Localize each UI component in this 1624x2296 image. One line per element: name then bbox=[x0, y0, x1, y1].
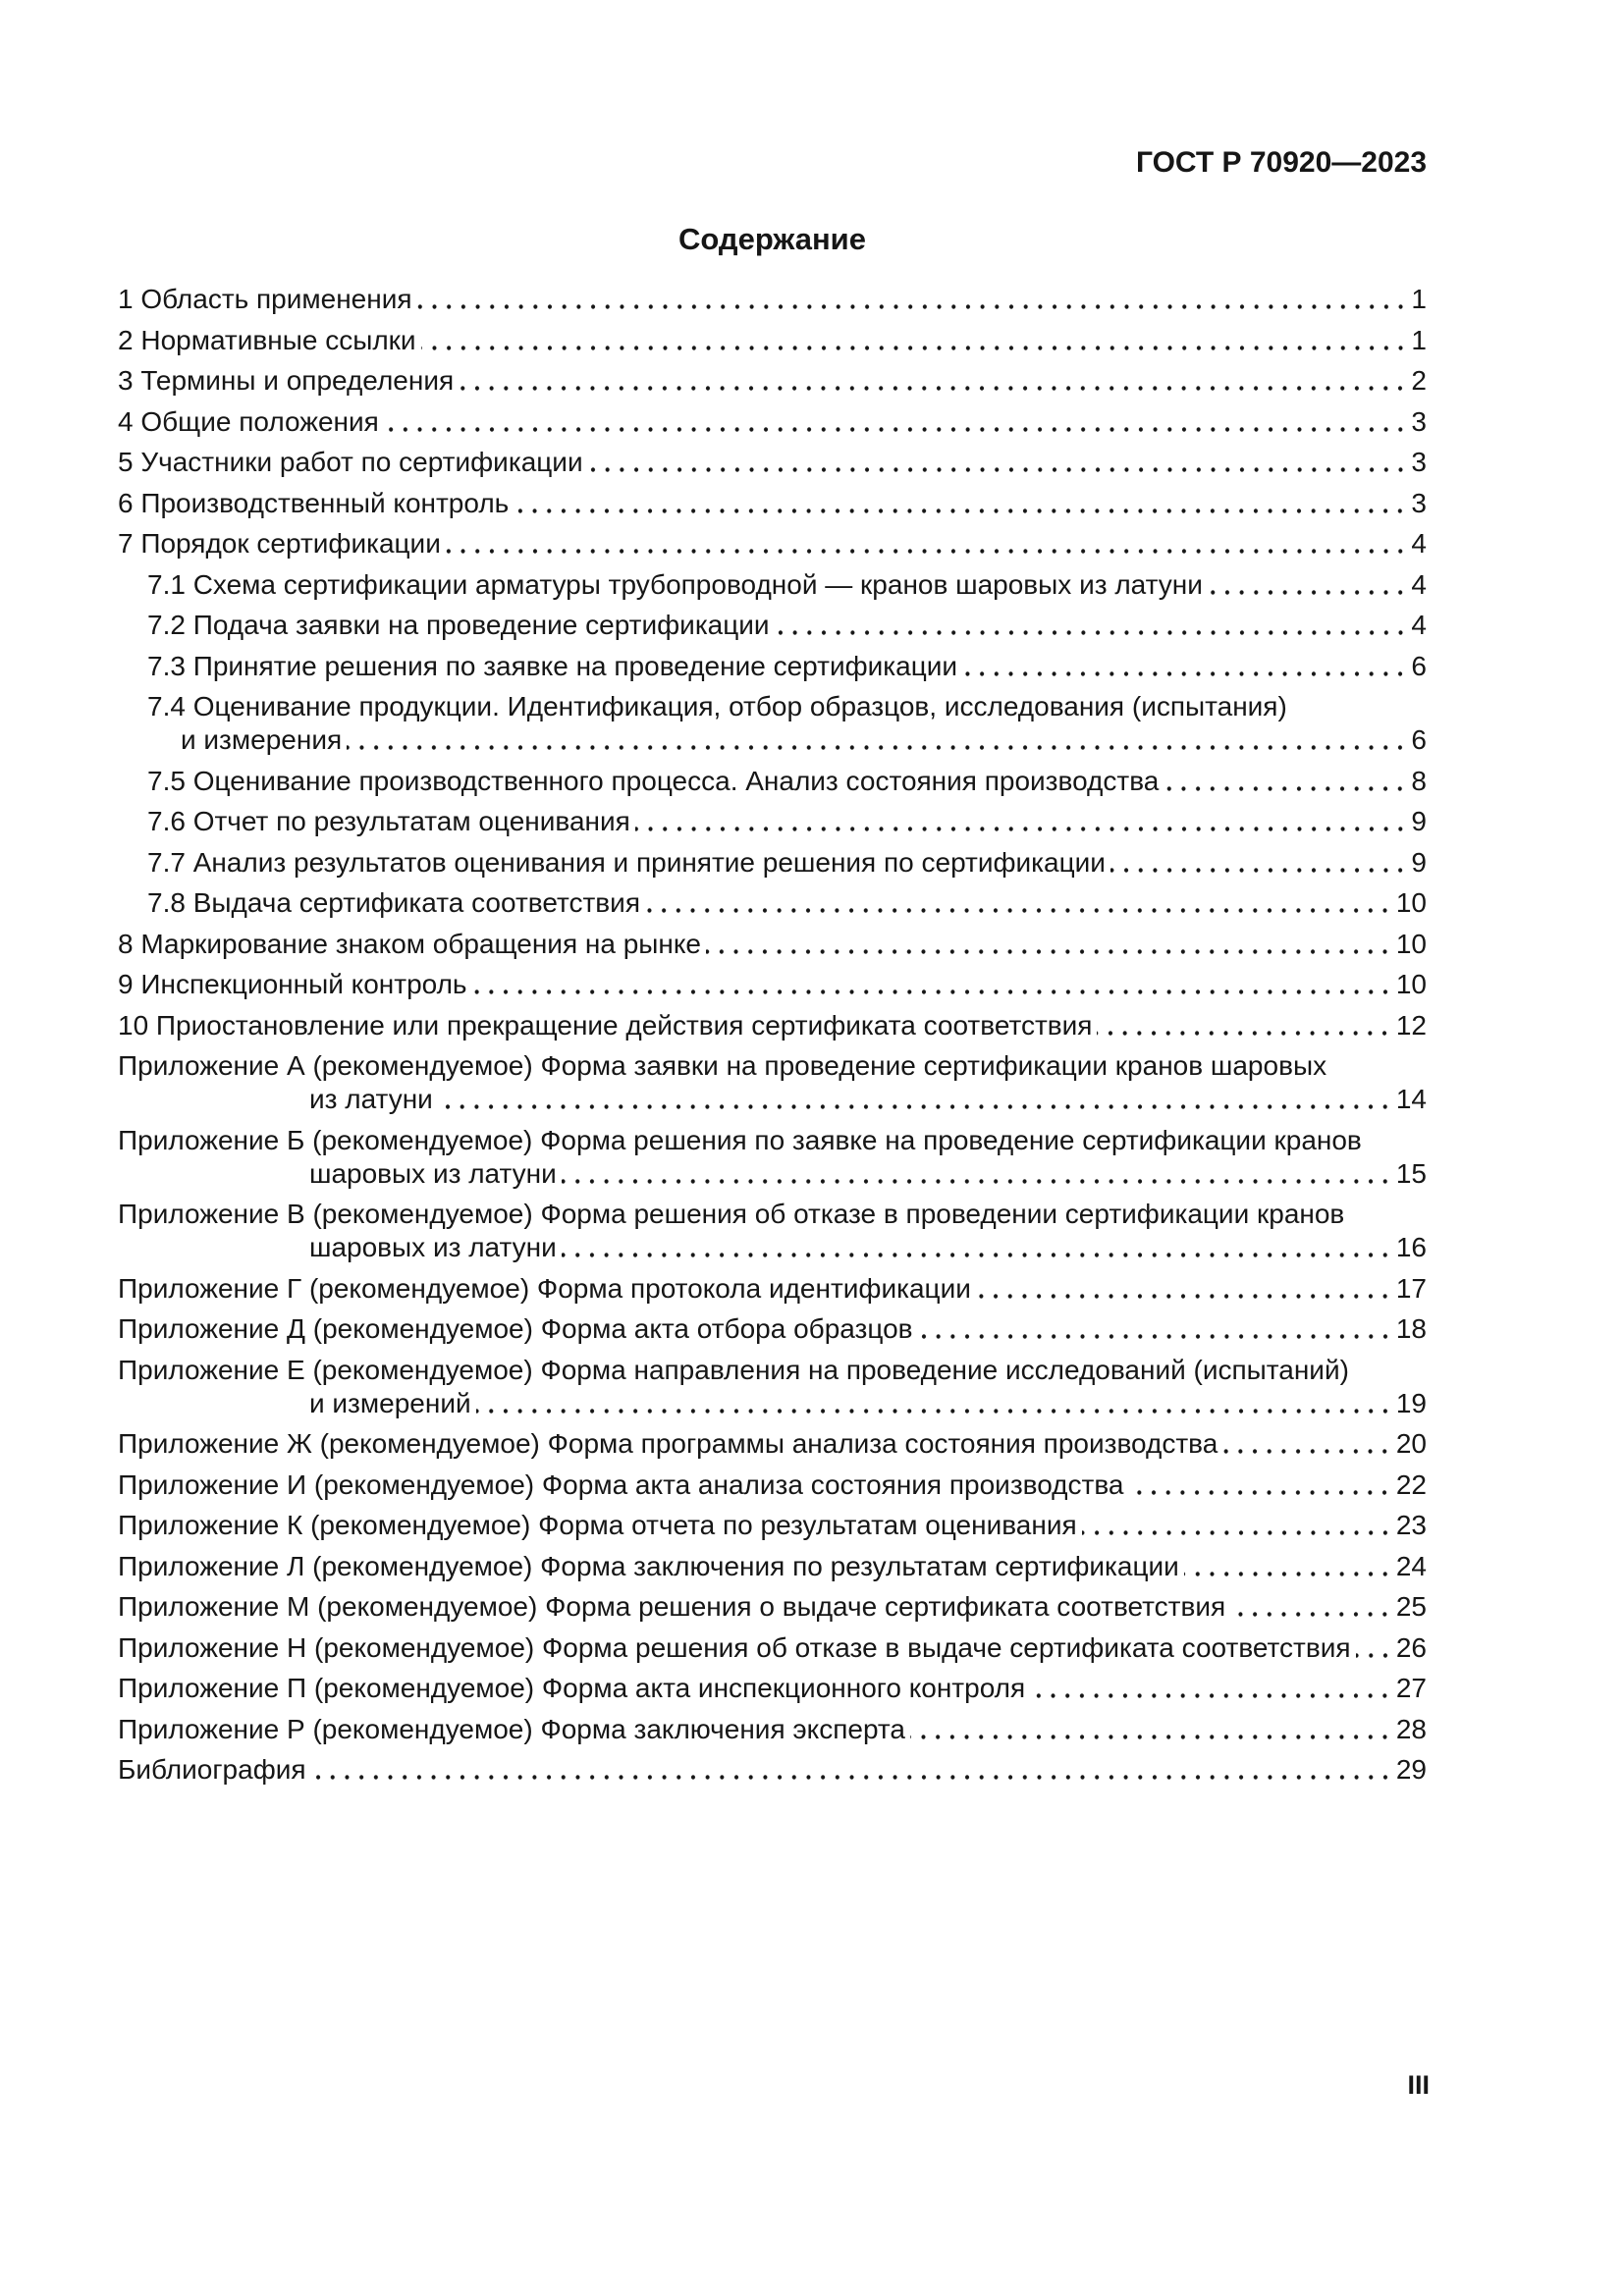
toc-entry-text: 2 Нормативные ссылки bbox=[118, 324, 416, 355]
toc-entry-text: 7.8 Выдача сертификата соответствия bbox=[147, 887, 640, 918]
toc-entry-line bbox=[118, 1753, 1427, 1787]
dot-leader bbox=[706, 928, 1395, 961]
toc-entry-line bbox=[118, 609, 1427, 642]
toc-entry-line bbox=[118, 568, 1427, 602]
toc-entry-text: 7.6 Отчет по результатам оценивания bbox=[147, 806, 630, 836]
toc-entry-line bbox=[118, 968, 1427, 1001]
toc-entry-line bbox=[118, 283, 1427, 316]
toc-entry bbox=[118, 846, 1427, 880]
toc-entry bbox=[118, 690, 1427, 757]
toc-entry bbox=[118, 1198, 1427, 1264]
toc-page-number: 29 bbox=[1395, 1754, 1427, 1785]
toc-entry-text: Приложение Б (рекомендуемое) Форма решения по заявке на проведение сертификации кранов bbox=[118, 1124, 1362, 1155]
dot-leader bbox=[976, 1272, 1395, 1306]
toc-list bbox=[118, 283, 1427, 1787]
toc-entry-line bbox=[118, 886, 1427, 920]
toc-entry-text: Приложение И (рекомендуемое) Форма акта анализа состояния производства bbox=[118, 1468, 1124, 1500]
toc-entry-line bbox=[118, 1590, 1427, 1624]
dot-leader bbox=[1128, 1468, 1394, 1502]
toc-entry-text: 10 Приостановление или прекращение действия сертификата соответствия bbox=[118, 1009, 1093, 1041]
toc-page-number: 12 bbox=[1395, 1009, 1427, 1041]
toc-entry-text: Библиография bbox=[118, 1754, 306, 1785]
dot-leader bbox=[421, 324, 1411, 357]
toc-page-number: 6 bbox=[1411, 650, 1427, 681]
dot-leader bbox=[1184, 1550, 1395, 1583]
toc-entry-line bbox=[118, 1198, 1427, 1231]
dot-leader bbox=[635, 805, 1411, 838]
toc-entry bbox=[118, 928, 1427, 961]
dot-leader bbox=[1082, 1509, 1395, 1542]
toc-entry bbox=[118, 568, 1427, 602]
toc-entry bbox=[118, 609, 1427, 642]
toc-entry-text: Приложение В (рекомендуемое) Форма решения об отказе в проведении сертификации кранов bbox=[118, 1199, 1345, 1229]
toc-entry-text: Приложение Р (рекомендуемое) Форма заключения эксперта bbox=[118, 1713, 906, 1744]
toc-entry-line bbox=[118, 928, 1427, 961]
dot-leader bbox=[446, 527, 1411, 561]
toc-entry-text: Приложение А (рекомендуемое) Форма заявки на проведение сертификации кранов шаровых bbox=[118, 1050, 1327, 1081]
toc-page-number: 25 bbox=[1395, 1591, 1427, 1622]
toc-entry-continuation-line bbox=[118, 1083, 1427, 1116]
toc-page-number: 2 bbox=[1411, 365, 1427, 396]
toc-entry bbox=[118, 968, 1427, 1001]
toc-entry-line bbox=[118, 446, 1427, 479]
document-designation: ГОСТ Р 70920—2023 bbox=[1135, 146, 1427, 179]
toc-entry-text: Приложение Н (рекомендуемое) Форма решения об отказе в выдаче сертификата соответствия bbox=[118, 1631, 1351, 1663]
toc-entry-text: Приложение М (рекомендуемое) Форма решения о выдаче сертификата соответствия bbox=[118, 1591, 1226, 1622]
toc-entry-line bbox=[118, 650, 1427, 683]
toc-entry bbox=[118, 283, 1427, 316]
toc-page-number: 10 bbox=[1395, 928, 1427, 959]
toc-entry-line bbox=[118, 1312, 1427, 1346]
toc-entry-text: и измерений bbox=[309, 1387, 471, 1418]
toc-entry bbox=[118, 886, 1427, 920]
toc-page-number: 26 bbox=[1395, 1631, 1427, 1663]
toc-entry bbox=[118, 805, 1427, 838]
dot-leader bbox=[588, 446, 1411, 479]
toc-entry-line bbox=[118, 805, 1427, 838]
toc-entry-line bbox=[118, 364, 1427, 398]
toc-entry-text: Приложение К (рекомендуемое) Форма отчета по результатам оценивания bbox=[118, 1510, 1077, 1540]
toc-entry-line bbox=[118, 1124, 1427, 1157]
dot-leader bbox=[1208, 568, 1411, 602]
toc-entry-line bbox=[118, 527, 1427, 561]
toc-page-number: 6 bbox=[1411, 724, 1427, 755]
toc-entry-continuation-line bbox=[118, 1387, 1427, 1420]
toc-page-number: 3 bbox=[1411, 405, 1427, 437]
toc-entry-line bbox=[118, 1631, 1427, 1665]
toc-entry-text: 7.3 Принятие решения по заявке на проведение сертификации bbox=[147, 650, 958, 681]
toc-page-number: 9 bbox=[1411, 806, 1427, 836]
toc-entry bbox=[118, 1009, 1427, 1042]
dot-leader bbox=[417, 283, 1411, 316]
toc-entry-line bbox=[118, 1009, 1427, 1042]
toc-entry-text: 1 Область применения bbox=[118, 284, 412, 314]
dot-leader bbox=[438, 1083, 1395, 1116]
dot-leader bbox=[775, 609, 1411, 642]
toc-entry-text: 6 Производственный контроль bbox=[118, 487, 510, 518]
toc-entry-line bbox=[118, 1672, 1427, 1705]
toc-page-number: 19 bbox=[1395, 1387, 1427, 1418]
toc-entry-text: Приложение П (рекомендуемое) Форма акта инспекционного контроля bbox=[118, 1673, 1026, 1703]
toc-entry-text: Приложение Д (рекомендуемое) Форма акта отбора образцов bbox=[118, 1313, 913, 1344]
dot-leader bbox=[910, 1713, 1395, 1746]
dot-leader bbox=[1097, 1009, 1394, 1042]
toc-entry bbox=[118, 1509, 1427, 1542]
dot-leader bbox=[311, 1753, 1395, 1787]
toc-entry-text: 4 Общие положения bbox=[118, 405, 379, 437]
toc-entry bbox=[118, 1124, 1427, 1191]
toc-entry-text: 7.7 Анализ результатов оценивания и принятие решения по сертификации bbox=[147, 846, 1106, 878]
toc-entry-line bbox=[118, 405, 1427, 439]
toc-page-number: 27 bbox=[1395, 1673, 1427, 1703]
toc-page-number: 22 bbox=[1395, 1468, 1427, 1500]
toc-page-number: 10 bbox=[1395, 969, 1427, 999]
toc-page-number: 1 bbox=[1411, 324, 1427, 355]
toc-entry-line bbox=[118, 487, 1427, 520]
toc-entry bbox=[118, 364, 1427, 398]
toc-entry bbox=[118, 487, 1427, 520]
toc-entry bbox=[118, 1753, 1427, 1787]
toc-entry bbox=[118, 1672, 1427, 1705]
footer-page-number: III bbox=[1407, 2070, 1430, 2100]
dot-leader bbox=[347, 723, 1410, 757]
toc-page-number: 18 bbox=[1395, 1313, 1427, 1344]
toc-entry-line bbox=[118, 1550, 1427, 1583]
toc-entry bbox=[118, 1550, 1427, 1583]
toc-entry-line bbox=[118, 1713, 1427, 1746]
toc-entry-continuation-line bbox=[118, 723, 1427, 757]
toc-page-number: 28 bbox=[1395, 1713, 1427, 1744]
toc-entry-line bbox=[118, 1354, 1427, 1387]
toc-entry bbox=[118, 1631, 1427, 1665]
toc-entry bbox=[118, 1272, 1427, 1306]
dot-leader bbox=[1222, 1427, 1395, 1461]
toc-page-number: 9 bbox=[1411, 846, 1427, 878]
toc-entry-text: 7.5 Оценивание производственного процесса. Анализ состояния производства bbox=[147, 765, 1160, 796]
toc-entry-line bbox=[118, 1272, 1427, 1306]
toc-entry-text: Приложение Е (рекомендуемое) Форма направления на проведение исследований (испытаний) bbox=[118, 1354, 1349, 1385]
toc-entry-line bbox=[118, 1049, 1427, 1083]
dot-leader bbox=[918, 1312, 1395, 1346]
toc-page-number: 4 bbox=[1411, 528, 1427, 559]
dot-leader bbox=[645, 886, 1395, 920]
toc-page-number: 4 bbox=[1411, 568, 1427, 600]
toc-entry bbox=[118, 405, 1427, 439]
toc-page-number: 23 bbox=[1395, 1510, 1427, 1540]
toc-page-number: 16 bbox=[1395, 1232, 1427, 1262]
toc-page-number: 14 bbox=[1395, 1084, 1427, 1114]
toc-entry-text: из латуни bbox=[309, 1084, 433, 1114]
toc-entry bbox=[118, 1713, 1427, 1746]
toc-entry-text: 7.4 Оценивание продукции. Идентификация, отбор образцов, исследования (испытания) bbox=[147, 691, 1287, 721]
toc-entry-text: Приложение Л (рекомендуемое) Форма заключения по результатам сертификации bbox=[118, 1550, 1179, 1581]
toc-entry bbox=[118, 650, 1427, 683]
toc-page-number: 20 bbox=[1395, 1428, 1427, 1459]
toc-entry-text: 7.2 Подача заявки на проведение сертификации bbox=[147, 610, 770, 640]
toc-entry-line bbox=[118, 690, 1427, 723]
toc-entry bbox=[118, 1468, 1427, 1502]
toc-entry-text: 7.1 Схема сертификации арматуры трубопроводной — кранов шаровых из латуни bbox=[147, 568, 1203, 600]
dot-leader bbox=[1164, 765, 1410, 798]
toc-page-number: 10 bbox=[1395, 887, 1427, 918]
toc-page-number: 15 bbox=[1395, 1157, 1427, 1189]
dot-leader bbox=[476, 1387, 1395, 1420]
dot-leader bbox=[1030, 1672, 1395, 1705]
toc-entry-text: и измерения bbox=[181, 724, 343, 755]
dot-leader bbox=[962, 650, 1410, 683]
toc-page-number: 1 bbox=[1411, 284, 1427, 314]
toc-page-number: 24 bbox=[1395, 1550, 1427, 1581]
dot-leader bbox=[472, 968, 1395, 1001]
toc-entry bbox=[118, 324, 1427, 357]
toc-entry-continuation-line bbox=[118, 1157, 1427, 1191]
toc-entry-text: шаровых из латуни bbox=[309, 1157, 557, 1189]
dot-leader bbox=[384, 405, 1411, 439]
toc-entry bbox=[118, 1427, 1427, 1461]
toc-page-number: 8 bbox=[1411, 765, 1427, 796]
toc-entry-text: Приложение Ж (рекомендуемое) Форма программы анализа состояния производства bbox=[118, 1428, 1218, 1459]
page-title: Содержание bbox=[678, 222, 866, 256]
dot-leader bbox=[562, 1231, 1395, 1264]
toc-entry-line bbox=[118, 324, 1427, 357]
toc-entry bbox=[118, 1312, 1427, 1346]
toc-page-number: 17 bbox=[1395, 1272, 1427, 1304]
toc-entry bbox=[118, 446, 1427, 479]
toc-entry bbox=[118, 1354, 1427, 1420]
toc-entry bbox=[118, 1590, 1427, 1624]
toc-entry-text: шаровых из латуни bbox=[309, 1232, 557, 1262]
toc-entry-line bbox=[118, 1509, 1427, 1542]
dot-leader bbox=[1356, 1631, 1395, 1665]
dot-leader bbox=[1230, 1590, 1395, 1624]
toc-entry bbox=[118, 1049, 1427, 1116]
toc-entry-line bbox=[118, 1427, 1427, 1461]
toc-entry-continuation-line bbox=[118, 1231, 1427, 1264]
dot-leader bbox=[1110, 846, 1410, 880]
toc-entry bbox=[118, 527, 1427, 561]
toc-entry-line bbox=[118, 846, 1427, 880]
dot-leader bbox=[459, 364, 1410, 398]
toc-entry-text: 5 Участники работ по сертификации bbox=[118, 447, 583, 477]
toc-page-number: 3 bbox=[1411, 447, 1427, 477]
toc-entry-text: 3 Термины и определения bbox=[118, 365, 455, 396]
dot-leader bbox=[562, 1157, 1395, 1191]
toc-entry-text: 8 Маркирование знаком обращения на рынке bbox=[118, 928, 702, 959]
toc-entry-text: Приложение Г (рекомендуемое) Форма протокола идентификации bbox=[118, 1272, 971, 1304]
dot-leader bbox=[514, 487, 1410, 520]
toc-entry-line bbox=[118, 765, 1427, 798]
toc-entry bbox=[118, 765, 1427, 798]
toc-entry-line bbox=[118, 1468, 1427, 1502]
toc-entry-text: 7 Порядок сертификации bbox=[118, 528, 441, 559]
toc-page-number: 3 bbox=[1411, 487, 1427, 518]
toc-entry-text: 9 Инспекционный контроль bbox=[118, 969, 467, 999]
toc-page-number: 4 bbox=[1411, 610, 1427, 640]
